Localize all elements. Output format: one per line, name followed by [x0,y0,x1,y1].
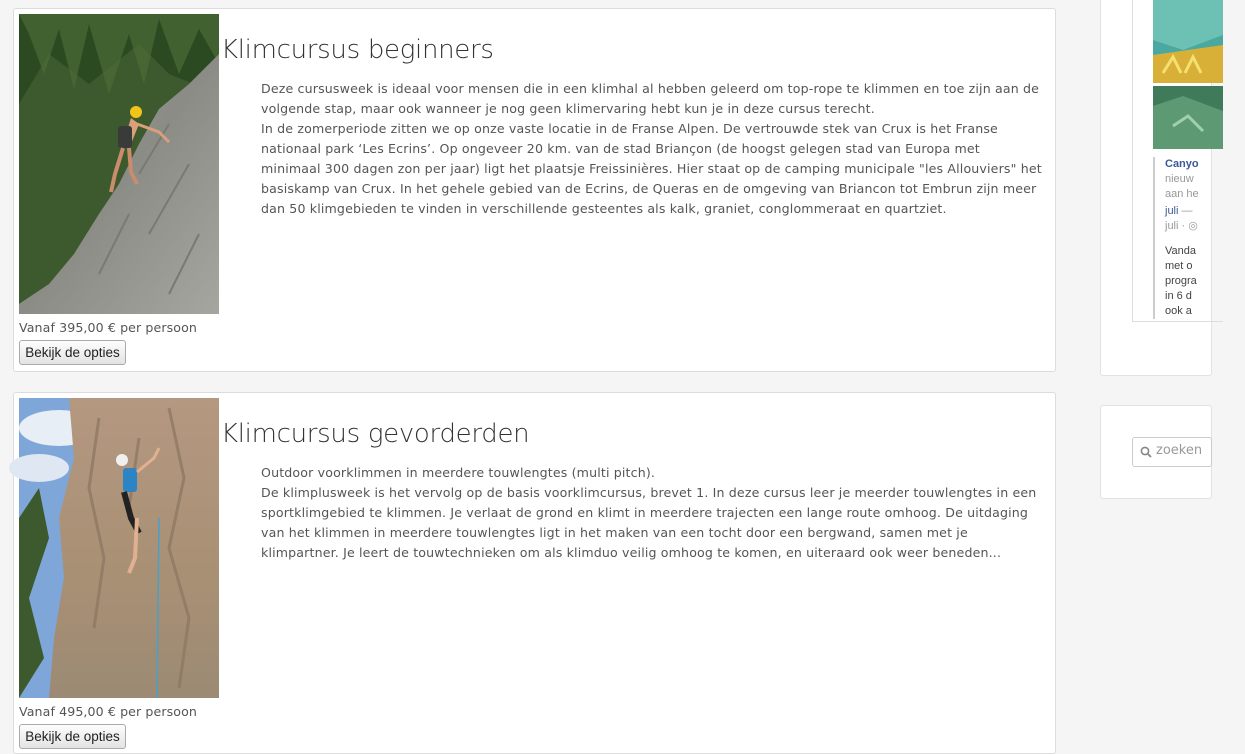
view-options-button[interactable]: Bekijk de opties [19,340,126,365]
fb-page-name[interactable]: Canyo [1165,158,1199,170]
search-box [1100,405,1212,499]
fb-date-link[interactable]: juli [1165,205,1179,217]
course-description [261,463,1043,563]
facebook-widget-box [1100,0,1212,376]
climber-photo-2 [19,398,219,698]
fb-date-dash: — [1178,205,1193,217]
fb-post-text: Vanda met o progra in 6 d ook a [1165,245,1197,317]
course-card [13,392,1056,754]
course-photo[interactable] [19,398,219,698]
course-title[interactable]: Klimcursus gevorderden [221,419,530,449]
course-price: Vanaf 395,00 € per persoon [19,320,197,335]
course-description [261,79,1043,219]
search-input[interactable] [1156,443,1216,458]
description-paragraph: In de zomerperiode zitten we op onze vaste locatie in de Franse Alpen. De vertrouwde stek van Crux is het Franse nationaal park ‘Les Ecrins’. Op ongeveer 20 km. van de stad Briançon (de hoogst gelegen stad van Europa met minimaal 300 dagen zon per jaar) ligt het plaatsje Freissinières. Hier staat op de camping municipale "les Allouviers" het basiskamp van Crux. In het gehele gebied van de Ecrins, de Queras en de omgeving van Briancon tot Embrun zijn meer dan 50 klimgebieden te vinden in verschillende gesteentes als kalk, graniet, conglommeraat en quartziet. [261,121,1042,216]
course-photo[interactable] [19,14,219,314]
description-paragraph: Outdoor voorklimmen in meerdere touwlengtes (multi pitch). [261,465,656,480]
fb-post-subtitle: aan he [1165,188,1199,200]
course-title[interactable]: Klimcursus beginners [221,35,494,65]
globe-icon: ◎ [1188,220,1198,232]
fb-post-subtitle: nieuw [1165,173,1194,185]
description-paragraph: Deze cursusweek is ideaal voor mensen die in een klimhal al hebben geleerd om top-rope te klimmen en toe zijn aan de volgende stap, maar ook wanneer je nog geen klimervaring hebt kun je in deze cursus terecht. [261,81,1040,116]
course-card [13,8,1056,372]
climber-photo-1 [19,14,219,314]
canyon-thumbnail-2[interactable] [1153,86,1223,149]
search-field[interactable] [1132,437,1212,467]
fb-post-date: juli · ◎ [1165,220,1198,232]
search-icon [1140,446,1152,458]
course-price: Vanaf 495,00 € per persoon [19,704,197,719]
view-options-button[interactable]: Bekijk de opties [19,724,126,749]
canyon-thumbnail-1[interactable] [1153,0,1223,83]
facebook-post [1153,157,1245,319]
description-paragraph: De klimplusweek is het vervolg op de basis voorklimcursus, brevet 1. In deze cursus leer je meerder touwlengtes in een sportklimgebied te klimmen. Je verlaat de grond en klimt in meerdere trajecten een lange route omhoog. De uitdaging van het klimmen in meerdere touwlengtes ligt in het maken van een tocht door een bergwand, samen met je klimpartner. Je leert de touwtechnieken om als klimduo veilig omhoog te komen, en uiteraard ook weer beneden... [261,485,1037,560]
facebook-feed [1132,0,1223,322]
